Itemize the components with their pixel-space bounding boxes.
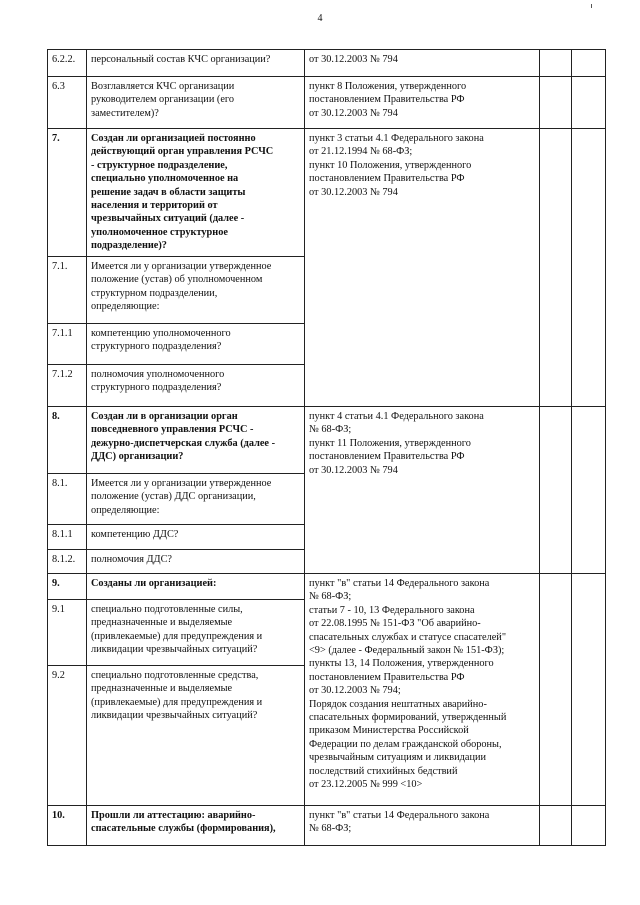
question-line: компетенцию ДДС? [91, 529, 179, 540]
reference-line: пункт 3 статьи 4.1 Федерального закона [309, 133, 484, 144]
question-cell [87, 77, 305, 129]
reference-line: чрезвычайным ситуациям и ликвидации [309, 752, 486, 764]
question-line: положение (устав) ДДС организации, [91, 491, 256, 503]
question-line: решение задач в области защиты [91, 186, 246, 198]
reference-line: пункты 13, 14 Положения, утвержденного [309, 658, 494, 670]
reference-line: от 30.12.2003 № 794 [309, 54, 398, 65]
question-line: Возглавляется КЧС организации [91, 81, 235, 92]
page-number: 4 [317, 13, 323, 24]
reference-line: последствий стихийных бедствий [309, 765, 458, 777]
question-line: Созданы ли организацией: [91, 578, 217, 589]
reference-line: от 30.12.2003 № 794 [309, 107, 398, 119]
question-line: (привлекаемые) для предупреждения и [91, 630, 263, 642]
reference-line: постановлением Правительства РФ [309, 173, 465, 185]
question-line: специально подготовленные силы, [91, 604, 243, 615]
question-line: заместителем)? [91, 107, 159, 119]
question-line: персональный состав КЧС организации? [91, 54, 271, 65]
table-row [48, 574, 606, 600]
reference-line: Федерации по делам гражданской обороны, [309, 738, 502, 750]
question-cell [87, 407, 305, 474]
question-line: положение (устав) об уполномоченном [91, 274, 263, 286]
reference-line: пункт "в" статьи 14 Федерального закона [309, 810, 490, 821]
note-cell [572, 77, 606, 129]
reference-cell [305, 407, 540, 574]
question-line: структурного подразделения? [91, 341, 222, 353]
reference-line: пункт 11 Положения, утвержденного [309, 437, 471, 449]
question-line: определяющие: [91, 504, 160, 516]
question-line: Создан ли в организации орган [91, 411, 238, 422]
question-cell [87, 257, 305, 324]
reference-line: приказом Министерства Российской [309, 725, 469, 737]
answer-cell [540, 77, 572, 129]
reference-line: от 23.12.2005 № 999 <10> [309, 779, 423, 791]
answer-cell [540, 129, 572, 407]
corner-mark [591, 4, 592, 8]
reference-line: постановлением Правительства РФ [309, 451, 465, 463]
question-cell [87, 600, 305, 666]
question-line: предназначенные и выделяемые [91, 617, 233, 629]
question-line: Прошли ли аттестацию: аварийно- [91, 810, 256, 821]
reference-line: от 22.08.1995 № 151-ФЗ "Об аварийно- [309, 618, 481, 630]
question-cell [87, 574, 305, 600]
question-line: - структурное подразделение, [91, 159, 228, 171]
row-number: 7.1. [48, 257, 87, 324]
reference-line: от 30.12.2003 № 794 [309, 464, 398, 476]
note-cell [572, 806, 606, 846]
row-number: 8.1.2. [48, 550, 87, 574]
question-line: подразделение)? [91, 240, 167, 252]
answer-cell [540, 806, 572, 846]
reference-line: спасательных службах и статусе спасателей" [309, 631, 507, 643]
reference-line: спасательных формирований, утвержденный [309, 712, 507, 724]
question-line: структурном подразделении, [91, 287, 218, 299]
note-cell [572, 407, 606, 574]
answer-cell [540, 407, 572, 574]
reference-line: постановлением Правительства РФ [309, 94, 465, 106]
question-line: Имеется ли у организации утвержденное [91, 261, 272, 272]
row-number: 9.1 [48, 600, 87, 666]
reference-line: пункт 10 Положения, утвержденного [309, 159, 472, 171]
requirements-table [47, 49, 606, 846]
reference-line: № 68-ФЗ; [309, 591, 352, 603]
question-line: полномочия ДДС? [91, 554, 173, 565]
answer-cell [540, 50, 572, 77]
question-line: спасательные службы (формирования), [91, 823, 276, 835]
row-number: 9. [48, 574, 87, 600]
question-line: ликвидации чрезвычайных ситуаций? [91, 710, 258, 722]
row-number: 8.1. [48, 474, 87, 525]
note-cell [572, 129, 606, 407]
note-cell [572, 574, 606, 806]
row-number: 7. [48, 129, 87, 257]
question-cell [87, 50, 305, 77]
reference-cell [305, 77, 540, 129]
question-line: специально уполномоченное на [91, 173, 239, 185]
note-cell [572, 50, 606, 77]
reference-cell [305, 806, 540, 846]
question-line: предназначенные и выделяемые [91, 683, 233, 695]
question-line: ДДС) организации? [91, 451, 184, 463]
question-line: дежурно-диспетчерская служба (далее - [91, 437, 276, 449]
question-cell [87, 525, 305, 550]
row-number: 6.3 [48, 77, 87, 129]
question-line: определяющие: [91, 301, 160, 313]
answer-cell [540, 574, 572, 806]
question-cell [87, 806, 305, 846]
reference-cell [305, 129, 540, 407]
question-line: чрезвычайных ситуаций (далее - [91, 213, 245, 225]
reference-line: № 68-ФЗ; [309, 823, 352, 835]
question-line: населения и территорий от [91, 200, 218, 212]
reference-line: пункт 8 Положения, утвержденного [309, 81, 467, 92]
reference-line: от 30.12.2003 № 794 [309, 186, 398, 198]
question-line: специально подготовленные средства, [91, 670, 259, 681]
question-line: Имеется ли у организации утвержденное [91, 478, 272, 489]
question-line: действующий орган управления РСЧС [91, 146, 274, 158]
question-line: повседневного управления РСЧС - [91, 424, 254, 436]
row-number: 8. [48, 407, 87, 474]
row-number: 9.2 [48, 666, 87, 806]
reference-cell [305, 574, 540, 806]
row-number: 8.1.1 [48, 525, 87, 550]
question-cell [87, 474, 305, 525]
question-line: уполномоченное структурное [91, 226, 228, 238]
row-number: 7.1.2 [48, 365, 87, 407]
reference-line: № 68-ФЗ; [309, 424, 352, 436]
reference-cell [305, 50, 540, 77]
question-line: компетенцию уполномоченного [91, 328, 231, 339]
question-line: полномочия уполномоченного [91, 369, 225, 380]
question-cell [87, 550, 305, 574]
question-cell [87, 324, 305, 365]
reference-line: от 21.12.1994 № 68-ФЗ; [309, 146, 413, 158]
row-number: 7.1.1 [48, 324, 87, 365]
row-number: 6.2.2. [48, 50, 87, 77]
reference-line: от 30.12.2003 № 794; [309, 685, 401, 697]
table-row [48, 77, 606, 129]
row-number: 10. [48, 806, 87, 846]
question-line: руководителем организации (его [91, 94, 235, 106]
table-row [48, 50, 606, 77]
reference-line: <9> (далее - Федеральный закон № 151-ФЗ); [309, 645, 505, 657]
reference-line: пункт "в" статьи 14 Федерального закона [309, 578, 490, 589]
question-line: структурного подразделения? [91, 382, 222, 394]
question-cell [87, 666, 305, 806]
question-cell [87, 365, 305, 407]
reference-line: статьи 7 - 10, 13 Федерального закона [309, 604, 475, 616]
reference-line: пункт 4 статьи 4.1 Федерального закона [309, 411, 484, 422]
reference-line: Порядок создания нештатных аварийно- [309, 698, 487, 710]
question-line: ликвидации чрезвычайных ситуаций? [91, 644, 258, 656]
question-line: Создан ли организацией постоянно [91, 133, 256, 144]
table-row [48, 806, 606, 846]
question-line: (привлекаемые) для предупреждения и [91, 696, 263, 708]
question-cell [87, 129, 305, 257]
table-row [48, 407, 606, 474]
table-row [48, 129, 606, 257]
reference-line: постановлением Правительства РФ [309, 671, 465, 683]
